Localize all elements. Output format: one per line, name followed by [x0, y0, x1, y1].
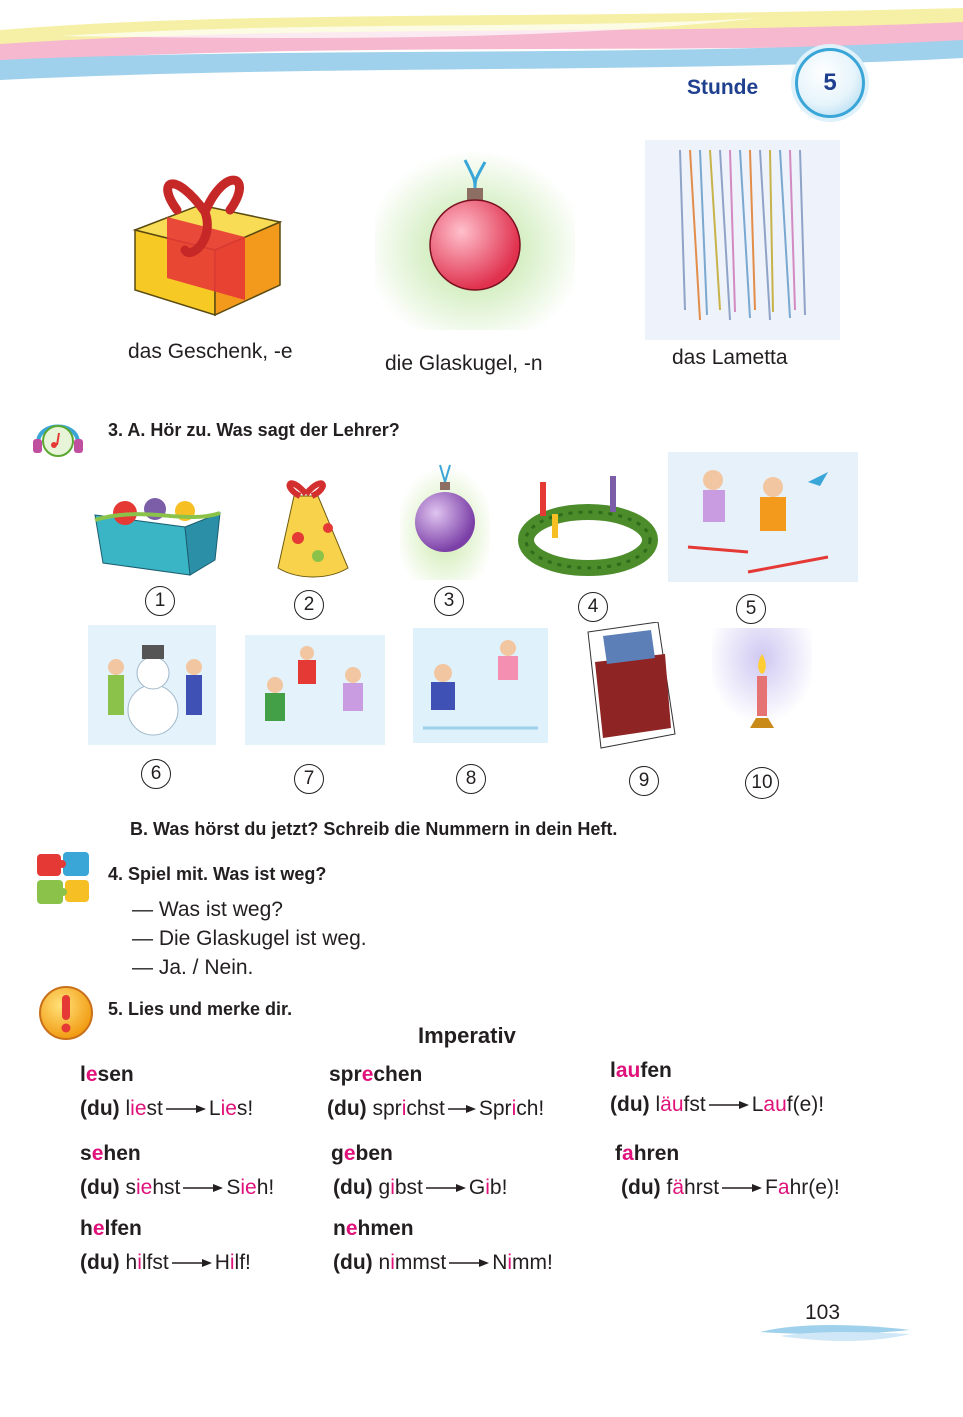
- verb-infinitive: laufen: [610, 1059, 672, 1082]
- verb-infinitive: lesen: [80, 1063, 134, 1086]
- purple-bauble-icon: [400, 460, 490, 580]
- verb-imperative-rule: (du) gibst Gib!: [333, 1176, 508, 1199]
- verb-infinitive: helfen: [80, 1217, 142, 1240]
- verb-infinitive: fahren: [615, 1142, 680, 1165]
- picture-number: 4: [578, 592, 608, 622]
- picture-number: 8: [456, 764, 486, 794]
- arrow-icon: [448, 1104, 476, 1114]
- imperative-heading: Imperativ: [418, 1023, 516, 1048]
- vocab-caption-tinsel: das Lametta: [672, 346, 788, 369]
- footer-ribbon: [760, 1322, 910, 1346]
- arrow-icon: [426, 1183, 466, 1193]
- verb-infinitive: sehen: [80, 1142, 141, 1165]
- verb-imperative-rule: (du) sprichst Sprich!: [327, 1097, 545, 1120]
- task4-title: 4. Spiel mit. Was ist weg?: [108, 864, 327, 884]
- arrow-icon: [183, 1183, 223, 1193]
- verb-imperative-rule: (du) nimmst Nimm!: [333, 1251, 553, 1274]
- verb-infinitive: sprechen: [329, 1063, 423, 1086]
- tinsel-icon: [645, 140, 840, 340]
- snowman-picture: [88, 625, 216, 745]
- headphones-icon: [30, 415, 86, 461]
- task4-dialog: [132, 895, 367, 982]
- ornament-box-icon: [85, 475, 225, 585]
- lesson-title: Stunde: [687, 76, 759, 99]
- snowball-picture: [245, 635, 385, 745]
- dialog-line: — Was ist weg?: [132, 898, 283, 921]
- page-number: 103: [805, 1301, 841, 1324]
- verb-infinitive: nehmen: [333, 1217, 414, 1240]
- arrow-icon: [449, 1258, 489, 1268]
- lesson-number-badge: 5: [795, 48, 865, 118]
- verb-imperative-rule: (du) liest Lies!: [80, 1097, 254, 1120]
- verb-imperative-rule: (du) läufst Lauf(e)!: [610, 1093, 825, 1116]
- task3-a-title: 3. A. Hör zu. Was sagt der Lehrer?: [108, 420, 400, 440]
- verb-imperative-rule: (du) hilfst Hilf!: [80, 1251, 251, 1274]
- arrow-icon: [709, 1100, 749, 1110]
- skiing-picture: [668, 452, 858, 582]
- advent-calendar-icon: [583, 622, 683, 750]
- task5-title: 5. Lies und merke dir.: [108, 999, 293, 1019]
- picture-number: 1: [145, 586, 175, 616]
- dialog-line: — Ja. / Nein.: [132, 956, 254, 979]
- candle-icon: [712, 628, 812, 748]
- puzzle-icon: [33, 850, 95, 908]
- advent-wreath-icon: [518, 470, 658, 580]
- verb-imperative-rule: (du) siehst Sieh!: [80, 1176, 275, 1199]
- verb-imperative-rule: (du) fährst Fahr(e)!: [621, 1176, 840, 1199]
- arrow-icon: [166, 1104, 206, 1114]
- picture-number: 6: [141, 759, 171, 789]
- vocab-caption-bauble: die Glaskugel, -n: [385, 352, 543, 375]
- task3-b-title: B. Was hörst du jetzt? Schreib die Nummern in dein Heft.: [130, 819, 618, 839]
- dialog-line: — Die Glaskugel ist weg.: [132, 927, 367, 950]
- vocab-caption-gift: das Geschenk, -e: [128, 340, 293, 363]
- skating-picture: [413, 628, 548, 743]
- picture-number: 3: [434, 586, 464, 616]
- gift-icon: [105, 150, 305, 320]
- bauble-icon: [375, 150, 575, 330]
- picture-number: 9: [629, 766, 659, 796]
- verb-infinitive: geben: [331, 1142, 393, 1165]
- picture-number: 10: [745, 767, 779, 799]
- arrow-icon: [172, 1258, 212, 1268]
- picture-number: 2: [294, 590, 324, 620]
- exclamation-icon: [37, 984, 95, 1042]
- arrow-icon: [722, 1183, 762, 1193]
- picture-number: 7: [294, 764, 324, 794]
- picture-number: 5: [736, 594, 766, 624]
- gift-bag-icon: [258, 468, 353, 586]
